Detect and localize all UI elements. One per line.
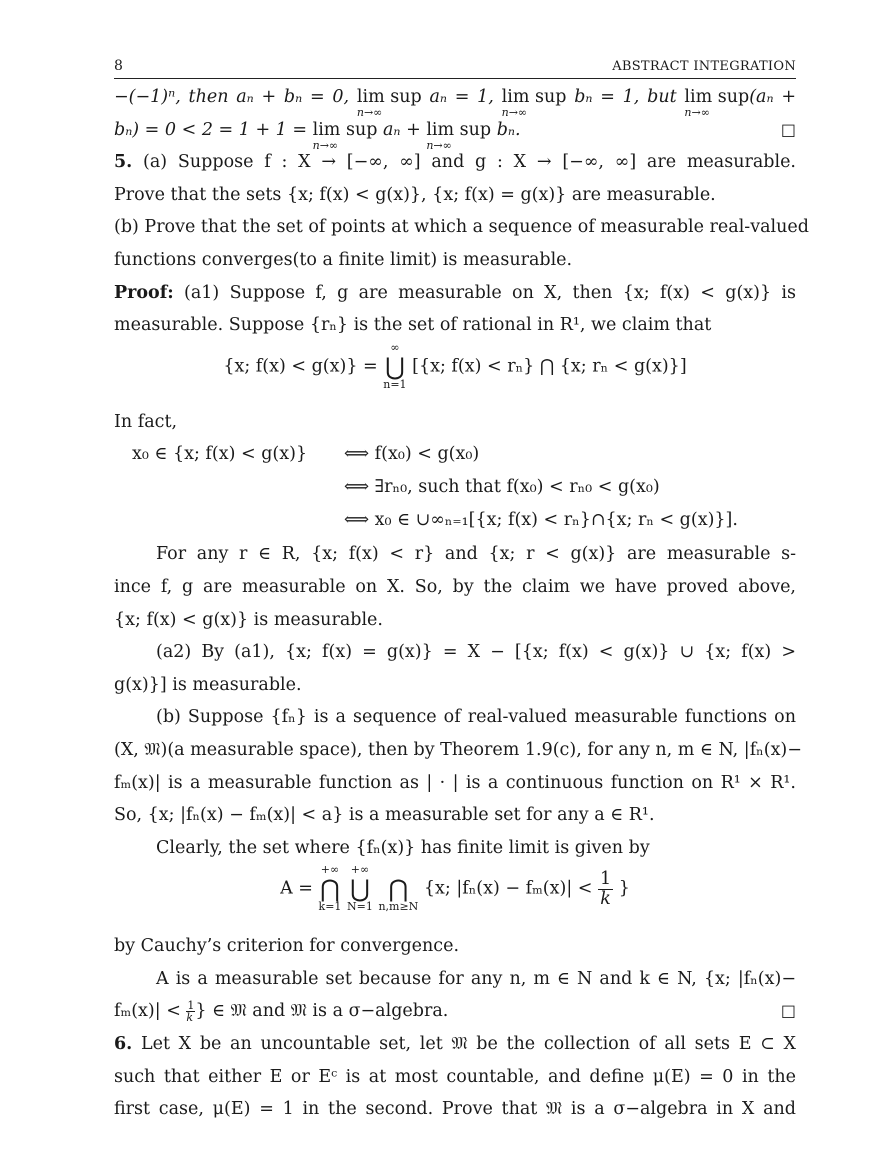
page-body: [114, 81, 809, 1126]
fraction: $\frac{1}{k}$: [600, 868, 612, 909]
equation-cauchy-set: A = +∞ ⋂ k=1 +∞ ⋃ N=1 ⋂ n,m≥N {x; |fₙ(x) − fₘ(x)| < $\frac{1}{k}$ }: [280, 863, 630, 914]
equivalence-chain: x₀ ∈ {x; f(x) < g(x)} ⟺ f(x₀) < g(x₀) ⟺ ∃rₙ₀, such that f(x₀) < rₙ₀ < g(x₀) ⟺ x₀ ∈ ∪∞ₙ₌₁[{x; f(x) < rₙ}∩{x; rₙ < g(x)}].: [132, 444, 738, 531]
exercise-6-line: 6. Let X be an uncountable set, let 𝔐 be the collection of all sets E ⊂ X: [114, 1034, 796, 1055]
text-line: Clearly, the set where {fₙ(x)} has finite limit is given by: [156, 837, 650, 858]
text-line: (b) Suppose {fₙ} is a sequence of real-valued measurable functions on: [156, 707, 796, 728]
page-number: 8: [114, 58, 123, 74]
page: [114, 58, 809, 1126]
text-line: such that either E or Eᶜ is at most countable, and define μ(E) = 0 in the: [114, 1066, 796, 1087]
text-line: ince f, g are measurable on X. So, by the claim we have proved above,: [114, 576, 796, 597]
running-title: ABSTRACT INTEGRATION: [612, 59, 796, 74]
qed-symbol: □: [780, 1001, 796, 1021]
text-line: (X, 𝔐)(a measurable space), then by Theorem 1.9(c), for any n, m ∈ N, |fₙ(x)−: [114, 739, 802, 760]
text-line: measurable. Suppose {rₙ} is the set of rational in R¹, we claim that: [114, 315, 712, 336]
intersection-operator: ⋂ n,m≥N: [378, 875, 419, 914]
text-line: first case, μ(E) = 1 in the second. Prove that 𝔐 is a σ−algebra in X and: [114, 1099, 796, 1120]
exercise-5-line: 5. (a) Suppose f : X → [−∞, ∞] and g : X → [−∞, ∞] are measurable.: [114, 152, 796, 173]
union-operator: +∞ ⋃ N=1: [347, 863, 373, 914]
exercise-number: 6.: [114, 1034, 133, 1055]
union-operator: ∞ ⋃ n=1: [383, 340, 407, 391]
text-line: So, {x; |fₙ(x) − fₘ(x)| < a} is a measurable set for any a ∈ R¹.: [114, 805, 655, 826]
text-line: functions converges(to a finite limit) is measurable.: [114, 249, 573, 270]
text-line: (a2) By (a1), {x; f(x) = g(x)} = X − [{x; f(x) < g(x)} ∪ {x; f(x) >: [156, 642, 796, 663]
running-header: [114, 58, 796, 79]
text-line: g(x)}] is measurable.: [114, 674, 302, 695]
proof-line: Proof: (a1) Suppose f, g are measurable on X, then {x; f(x) < g(x)} is: [114, 282, 796, 303]
text-line: In fact,: [114, 411, 178, 432]
text-line: fₘ(x)| is a measurable function as | · | is a continuous function on R¹ × R¹.: [114, 772, 796, 793]
qed-symbol: □: [780, 119, 796, 139]
text-line: {x; f(x) < g(x)} is measurable.: [114, 609, 383, 630]
intersection-operator: +∞ ⋂ k=1: [318, 863, 342, 914]
text-line: (b) Prove that the set of points at which a sequence of measurable real-valued: [114, 217, 809, 238]
exercise-number: 5.: [114, 152, 133, 173]
inline-fraction: $\frac{1}{k}$: [186, 998, 195, 1025]
text-line: A is a measurable set because for any n, m ∈ N and k ∈ N, {x; |fₙ(x)−: [156, 968, 796, 989]
text-line: fₘ(x)| < $\frac{1}{k}$} ∈ 𝔐 and 𝔐 is a σ−algebra. □: [114, 995, 796, 1028]
text-line: bₙ) = 0 < 2 = 1 + 1 = lim sup n→∞ aₙ + lim sup n→∞ bₙ. □: [114, 114, 796, 147]
proof-label: Proof:: [114, 282, 174, 303]
text-line: Prove that the sets {x; f(x) < g(x)}, {x; f(x) = g(x)} are measurable.: [114, 184, 716, 205]
text-line: −(−1)ⁿ, then aₙ + bₙ = 0, lim sup n→∞ aₙ = 1, lim sup n→∞ bₙ = 1, but lim sup n→∞ (aₙ +: [114, 87, 796, 119]
text-line: For any r ∈ R, {x; f(x) < r} and {x; r < g(x)} are measurable s-: [156, 544, 796, 565]
text-line: by Cauchy’s criterion for convergence.: [114, 936, 460, 957]
equation-claim: {x; f(x) < g(x)} = ∞ ⋃ n=1 [{x; f(x) < rₙ} ⋂ {x; rₙ < g(x)}]: [223, 340, 687, 391]
